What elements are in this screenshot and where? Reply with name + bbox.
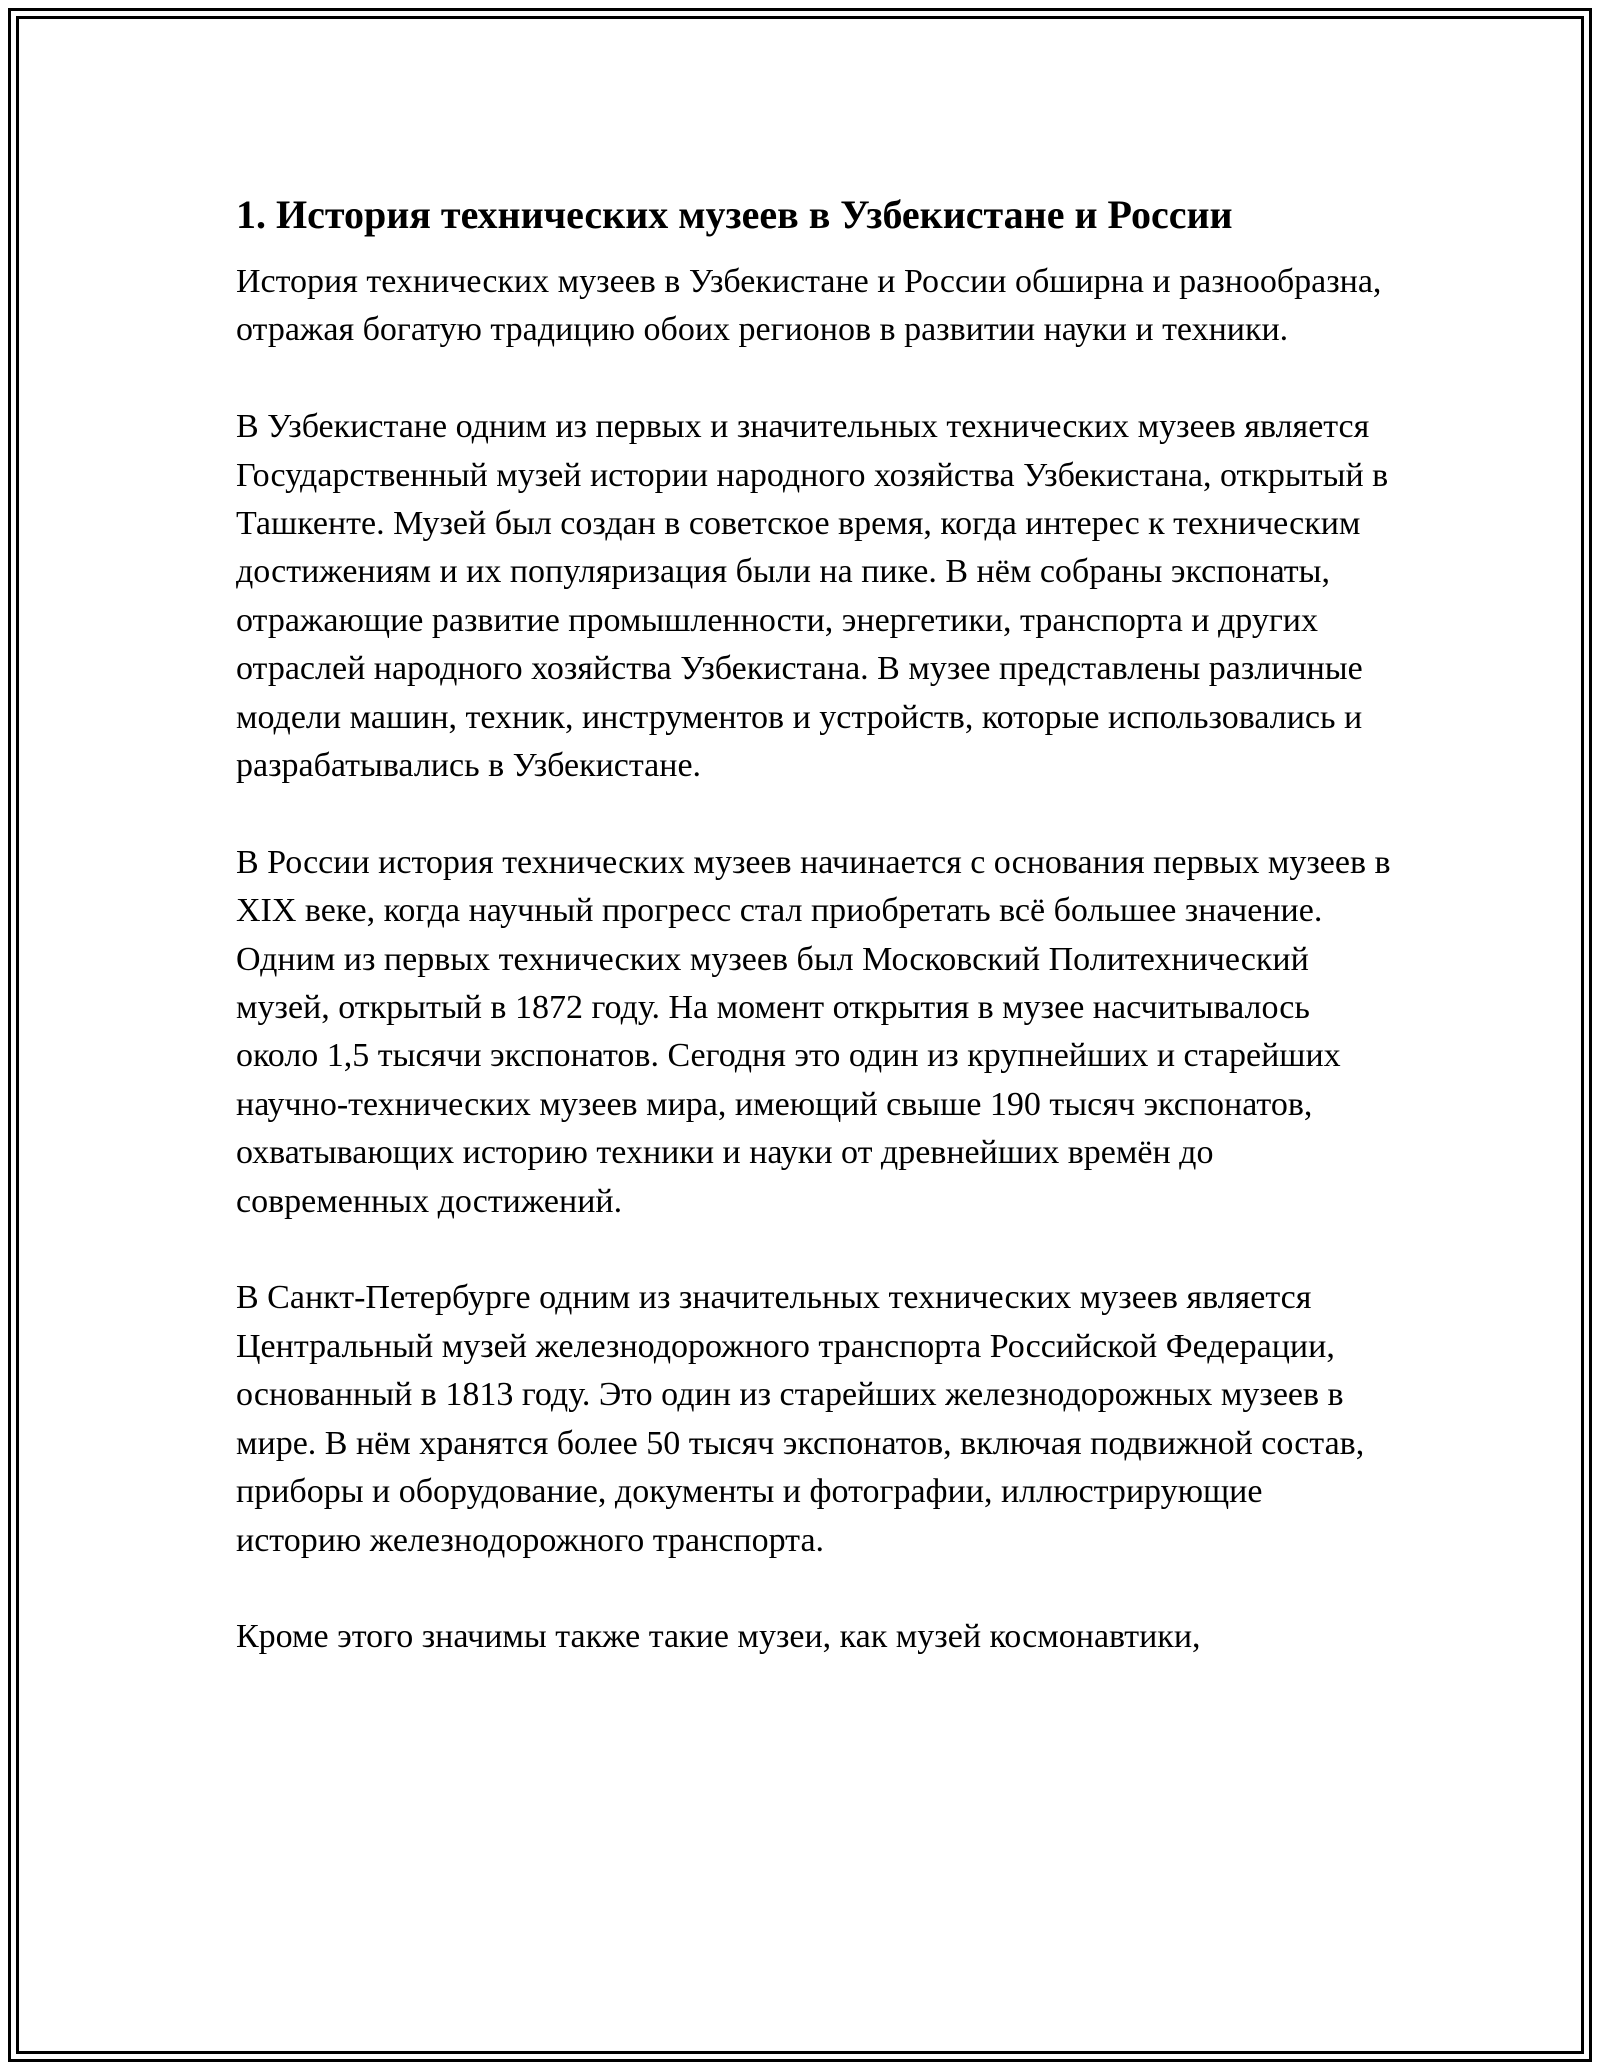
paragraph-russia: В России история технических музеев начинается с основания первых музеев в XIX веке, когда научный прогресс стал приобретать всё большее значение. Одним из первых технических музеев был Московский Политехнический музей, открытый в 1872 году. На момент открытия в музее насчитывалось около 1,5 тысячи экспонатов. Сегодня это один из крупнейших и старейших научно-технических музеев мира, имеющий свыше 190 тысяч экспонатов, охватывающих историю техники и науки от древнейших времён до современных достижений. [236,843,1391,1220]
paragraph-saint-petersburg: В Санкт-Петербурге одним из значительных технических музеев является Центральный музей железнодорожного транспорта Российской Федерации, основанный в 1813 году. Это один из старейших железнодорожных музеев в мире. В нём хранятся более 50 тысяч экспонатов, включая подвижной состав, приборы и оборудование, документы и фотографии, иллюстрирующие историю железнодорожного транспорта. [236,1279,1365,1559]
document-body [236,184,1396,1662]
section-heading: 1. История технических музеев в Узбекистане и России [236,192,1233,237]
paragraph-intro: История технических музеев в Узбекистане и России обширна и разнообразна, отражая богатую традицию обоих регионов в развитии науки и техники. [236,263,1382,349]
paragraph-uzbekistan: В Узбекистане одним из первых и значительных технических музеев является Государственный музей истории народного хозяйства Узбекистана, открытый в Ташкенте. Музей был создан в советское время, когда интерес к техническим достижениям и их популяризация были на пике. В нём собраны экспонаты, отражающие развитие промышленности, энергетики, транспорта и других отраслей народного хозяйства Узбекистана. В музее представлены различные модели машин, техник, инструментов и устройств, которые использовались и разрабатывались в Узбекистане. [236,408,1389,785]
paragraph-other-museums: Кроме этого значимы также такие музеи, как музей космонавтики, [236,1618,1201,1656]
